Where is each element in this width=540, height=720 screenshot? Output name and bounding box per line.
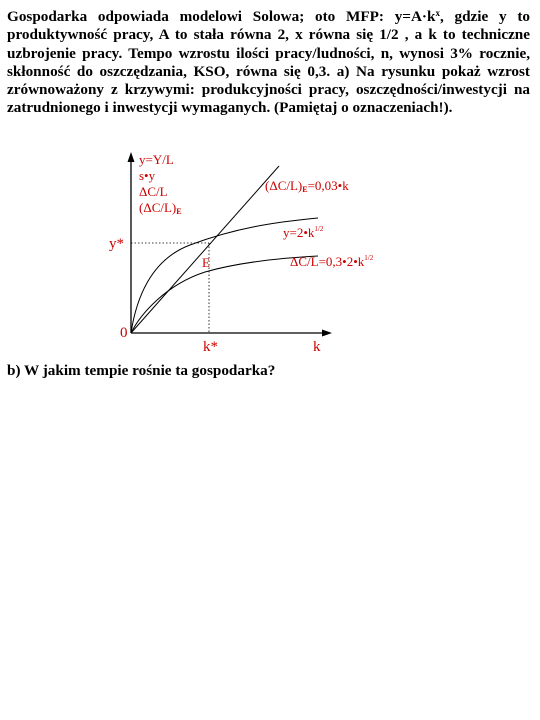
y-axis-label-dcle: $(\Delta C/L)_E$	[139, 200, 182, 216]
exponent-x: x	[435, 8, 440, 18]
origin-label: 0	[120, 325, 128, 341]
problem-text-part2: , gdzie y to produktywność pracy, A to stała równa 2, x równa się 1/2 , a k to techniczne uzbrojenie pracy. Tempo wzrostu ilości pracy/ludności, n, wynosi 3% rocznie, skłonność do oszczędzania, KSO, równa się 0,3. a) Na rysunku pokaż wzrost zrównoważony z krzywymi: produkcyjności pracy, oszczędności/inwestycji na zatrudnionego i inwestycji wymaganych. (Pamiętaj o oznaczeniach!).	[7, 8, 530, 117]
y-axis-label-dcl: ΔC/L	[139, 184, 168, 199]
problem-text-part1: Gospodarka odpowiada modelowi Solowa; oto MFP: y=A·k	[7, 8, 436, 25]
equilibrium-point-label: E	[202, 255, 210, 270]
k-label: k	[313, 339, 321, 355]
question-b: b) W jakim tempie rośnie ta gospodarka?	[7, 362, 276, 379]
y-axis-arrow	[128, 152, 135, 162]
y-star-label: y*	[109, 236, 124, 252]
production-curve-label: $y=2•k^{1/2}$	[283, 225, 324, 240]
y-axis-label-y: y=Y/L	[139, 152, 174, 167]
required-investment-label: $(\Delta C/L)_E=0,03•k$	[265, 178, 349, 194]
x-axis-arrow	[322, 330, 332, 337]
y-axis-label-sy: s•y	[139, 168, 156, 183]
k-star-label: k*	[203, 339, 218, 355]
savings-curve-label: $\Delta C/L=0,3•2•k^{1/2}$	[290, 254, 374, 269]
